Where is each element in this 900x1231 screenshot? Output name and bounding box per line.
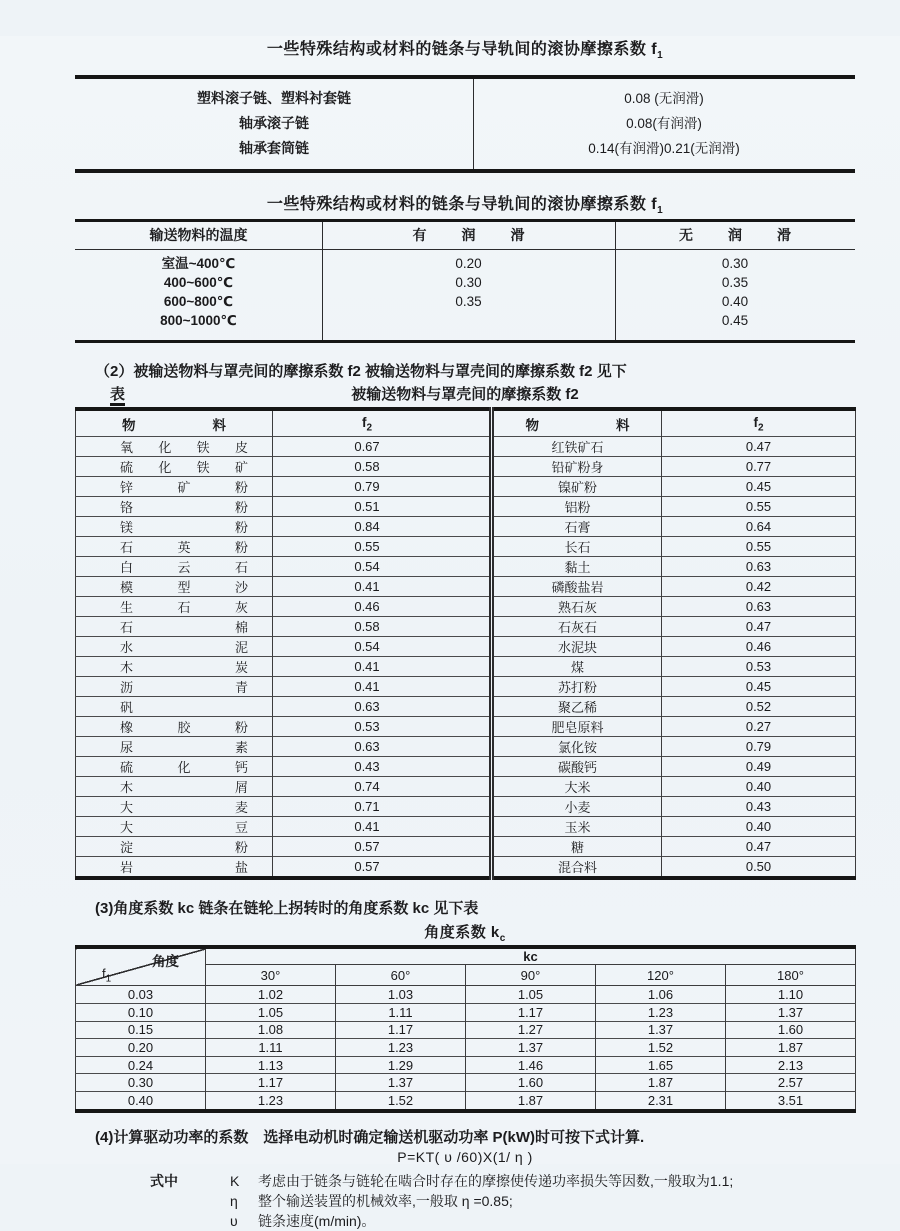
kc-value-cell: 1.29 bbox=[336, 1056, 466, 1074]
material-cell bbox=[76, 597, 273, 617]
material-header-cell bbox=[492, 409, 662, 437]
material-name: 铬 粉 bbox=[120, 500, 248, 516]
material-cell: 水泥块 bbox=[492, 637, 662, 657]
f2-value-cell: 0.45 bbox=[662, 677, 856, 697]
table-row bbox=[76, 557, 856, 577]
f2-value-cell: 0.64 bbox=[662, 517, 856, 537]
term-description: 链条速度(m/min)。 bbox=[258, 1212, 376, 1229]
angle-header-cell: 30° bbox=[206, 965, 336, 986]
friction-value-cell: 0.08(有润滑) bbox=[626, 116, 702, 132]
material-name: 沥 青 bbox=[120, 680, 248, 696]
table2 bbox=[75, 219, 855, 343]
f2-value-cell: 0.58 bbox=[273, 617, 492, 637]
material-header-text: 物 料 bbox=[122, 417, 226, 433]
f2-value-cell: 0.63 bbox=[273, 737, 492, 757]
term-description: 整个输送装置的机械效率,一般取 η =0.85; bbox=[258, 1192, 513, 1209]
material-name: 尿 素 bbox=[120, 740, 248, 756]
material-cell: 大米 bbox=[492, 777, 662, 797]
kc-table bbox=[75, 945, 856, 1112]
legend-indent bbox=[75, 1211, 230, 1231]
kc-value-cell: 1.60 bbox=[726, 1021, 856, 1039]
material-cell bbox=[76, 537, 273, 557]
material-name: 镁 粉 bbox=[120, 520, 248, 536]
kc-value-cell: 1.46 bbox=[466, 1056, 596, 1074]
f2-value-cell: 0.43 bbox=[273, 757, 492, 777]
f2-value-cell: 0.41 bbox=[273, 677, 492, 697]
material-cell: 铝粉 bbox=[492, 497, 662, 517]
f2-value-cell: 0.40 bbox=[662, 777, 856, 797]
kc-value-cell: 1.17 bbox=[206, 1074, 336, 1092]
table2-title-subscript: 1 bbox=[657, 205, 664, 217]
f2-value-cell: 0.63 bbox=[662, 597, 856, 617]
table-row bbox=[76, 717, 856, 737]
unlubricated-header-text: 无 润 滑 bbox=[679, 227, 791, 244]
material-header-cell bbox=[76, 409, 273, 437]
f2-value-cell: 0.47 bbox=[662, 617, 856, 637]
kc-table-title-text: 角度系数 k bbox=[424, 924, 500, 942]
material-cell bbox=[76, 577, 273, 597]
table-row bbox=[76, 777, 856, 797]
table-row bbox=[76, 797, 856, 817]
paragraph-tail-char: 表 bbox=[110, 386, 125, 406]
f2-value-cell: 0.50 bbox=[662, 857, 856, 879]
f2-value-cell: 0.52 bbox=[662, 697, 856, 717]
kc-span-header: kc bbox=[206, 947, 856, 965]
friction-value-cell: 0.08 (无润滑) bbox=[624, 91, 704, 107]
table-row bbox=[76, 677, 856, 697]
material-cell: 肥皂原料 bbox=[492, 717, 662, 737]
table-row bbox=[76, 1003, 856, 1021]
nolub-value-cell: 0.35 bbox=[721, 275, 749, 291]
material-name: 氧 化 铁 皮 bbox=[120, 440, 248, 456]
kc-value-cell: 1.37 bbox=[466, 1039, 596, 1057]
angle-header-cell: 120° bbox=[596, 965, 726, 986]
term-description: 考虑由于链条与链轮在啮合时存在的摩擦使传递功率损失等因数,一般取为1.1; bbox=[258, 1172, 734, 1189]
term-symbol: K bbox=[230, 1172, 240, 1189]
f2-value-cell: 0.63 bbox=[273, 697, 492, 717]
material-cell bbox=[76, 477, 273, 497]
section4-paragraph: (4)计算驱动功率的系数 选择电动机时确定输送机驱动功率 P(kW)时可按下式计算. bbox=[95, 1128, 645, 1146]
lub-value-cell: 0.35 bbox=[455, 294, 482, 310]
f1-value-cell: 0.24 bbox=[127, 1057, 154, 1073]
material-cell bbox=[76, 737, 273, 757]
f2-value-cell: 0.84 bbox=[273, 517, 492, 537]
kc-value-cell: 2.13 bbox=[726, 1056, 856, 1074]
angle-corner-label: 角度 bbox=[152, 954, 179, 970]
f2-header-cell bbox=[273, 409, 492, 437]
material-cell: 石灰石 bbox=[492, 617, 662, 637]
kc-table-title-subscript: c bbox=[499, 933, 506, 945]
table2-header bbox=[75, 222, 855, 250]
legend-row bbox=[75, 1211, 855, 1231]
f2-symbol-subscript: 2 bbox=[757, 422, 764, 434]
table1-title-text: 一些特殊结构或材料的链条与导轨间的滚协摩擦系数 f bbox=[266, 41, 658, 58]
kc-value-cell: 1.23 bbox=[336, 1039, 466, 1057]
kc-value-cell: 1.87 bbox=[596, 1074, 726, 1092]
angle-header-cell: 90° bbox=[466, 965, 596, 986]
f2-value-cell: 0.58 bbox=[273, 457, 492, 477]
table2-body bbox=[75, 250, 855, 340]
table1 bbox=[75, 75, 855, 173]
where-label: 式中 bbox=[150, 1172, 178, 1189]
table-row bbox=[76, 986, 856, 1004]
material-cell bbox=[76, 617, 273, 637]
material-cell: 氯化铵 bbox=[492, 737, 662, 757]
page-content bbox=[75, 36, 855, 1231]
f2-value-cell: 0.57 bbox=[273, 837, 492, 857]
f2-value-cell: 0.46 bbox=[273, 597, 492, 617]
angle-header-cell: 60° bbox=[336, 965, 466, 986]
material-name: 木 屑 bbox=[120, 780, 248, 796]
material-cell bbox=[76, 837, 273, 857]
kc-table-title bbox=[75, 921, 855, 944]
f1-symbol: f bbox=[102, 965, 106, 981]
f2-value-cell: 0.41 bbox=[273, 657, 492, 677]
f2-value-cell: 0.53 bbox=[662, 657, 856, 677]
kc-value-cell: 1.06 bbox=[596, 986, 726, 1004]
material-cell: 碳酸钙 bbox=[492, 757, 662, 777]
kc-value-cell: 1.65 bbox=[596, 1056, 726, 1074]
material-cell bbox=[76, 637, 273, 657]
f2-value-cell: 0.57 bbox=[273, 857, 492, 879]
f2-symbol-subscript: 2 bbox=[366, 422, 373, 434]
table-row bbox=[76, 1039, 856, 1057]
kc-value-cell: 1.11 bbox=[336, 1003, 466, 1021]
material-cell: 长石 bbox=[492, 537, 662, 557]
kc-value-cell: 1.27 bbox=[466, 1021, 596, 1039]
f1-value-cell: 0.20 bbox=[127, 1039, 154, 1055]
f2-value-cell: 0.79 bbox=[662, 737, 856, 757]
kc-value-cell: 1.13 bbox=[206, 1056, 336, 1074]
f2-value-cell: 0.55 bbox=[662, 497, 856, 517]
section3-paragraph: (3)角度系数 kc 链条在链轮上拐转时的角度系数 kc 见下表 bbox=[95, 900, 479, 918]
kc-value-cell: 1.08 bbox=[206, 1021, 336, 1039]
kc-value-cell: 1.52 bbox=[336, 1091, 466, 1110]
material-header-text: 物 料 bbox=[525, 417, 630, 433]
table2-title-text: 一些特殊结构或材料的链条与导轨间的滚协摩擦系数 f bbox=[266, 196, 658, 214]
f2-value-cell: 0.53 bbox=[273, 717, 492, 737]
material-cell bbox=[76, 517, 273, 537]
kc-value-cell: 1.87 bbox=[466, 1091, 596, 1110]
f2-value-cell: 0.42 bbox=[662, 577, 856, 597]
legend-row bbox=[75, 1191, 855, 1211]
table1-title-subscript: 1 bbox=[657, 50, 664, 62]
kc-value-cell: 1.11 bbox=[206, 1039, 336, 1057]
kc-header-row-1 bbox=[76, 947, 856, 965]
legend-indent bbox=[75, 1191, 230, 1211]
material-cell: 苏打粉 bbox=[492, 677, 662, 697]
kc-value-cell: 1.87 bbox=[726, 1039, 856, 1057]
table2-column-divider bbox=[322, 222, 323, 340]
table-row bbox=[76, 517, 856, 537]
f2-value-cell: 0.47 bbox=[662, 437, 856, 457]
f2-symbol: f bbox=[753, 414, 758, 430]
kc-value-cell: 1.23 bbox=[206, 1091, 336, 1110]
lub-value-cell bbox=[322, 311, 615, 330]
material-name: 大 豆 bbox=[120, 820, 248, 836]
term-symbol: η bbox=[230, 1192, 238, 1209]
f2-caption-line bbox=[75, 384, 855, 406]
f2-value-cell: 0.54 bbox=[273, 557, 492, 577]
table-row bbox=[76, 737, 856, 757]
table-row bbox=[76, 577, 856, 597]
f2-value-cell: 0.55 bbox=[662, 537, 856, 557]
f2-value-cell: 0.40 bbox=[662, 817, 856, 837]
f2-value-cell: 0.74 bbox=[273, 777, 492, 797]
material-cell: 镍矿粉 bbox=[492, 477, 662, 497]
kc-value-cell: 1.23 bbox=[596, 1003, 726, 1021]
table1-column-divider bbox=[473, 79, 474, 169]
table-row bbox=[76, 1056, 856, 1074]
table-row bbox=[76, 537, 856, 557]
f2-value-cell: 0.71 bbox=[273, 797, 492, 817]
kc-value-cell: 1.17 bbox=[466, 1003, 596, 1021]
kc-value-cell: 2.57 bbox=[726, 1074, 856, 1092]
f2-value-cell: 0.41 bbox=[273, 577, 492, 597]
material-name: 淀 粉 bbox=[120, 840, 248, 856]
material-cell: 小麦 bbox=[492, 797, 662, 817]
nolub-value-cell: 0.40 bbox=[721, 294, 749, 310]
kc-value-cell: 1.60 bbox=[466, 1074, 596, 1092]
table-row bbox=[76, 817, 856, 837]
angle-header-cell: 180° bbox=[726, 965, 856, 986]
kc-value-cell: 3.51 bbox=[726, 1091, 856, 1110]
f1-symbol-subscript: 1 bbox=[105, 973, 112, 985]
f2-value-cell: 0.46 bbox=[662, 637, 856, 657]
f2-symbol: f bbox=[361, 414, 367, 430]
kc-value-cell: 1.37 bbox=[596, 1021, 726, 1039]
table-row bbox=[76, 697, 856, 717]
f2-value-cell: 0.63 bbox=[662, 557, 856, 577]
material-cell: 聚乙稀 bbox=[492, 697, 662, 717]
material-cell: 玉米 bbox=[492, 817, 662, 837]
chain-type-cell: 塑料滚子链、塑料衬套链 bbox=[197, 90, 351, 107]
kc-value-cell: 1.10 bbox=[726, 986, 856, 1004]
legend-row bbox=[75, 1171, 855, 1191]
f2-value-cell: 0.41 bbox=[273, 817, 492, 837]
table-row bbox=[76, 457, 856, 477]
material-name: 生 石 灰 bbox=[120, 600, 248, 616]
temp-header-cell: 输送物料的温度 bbox=[149, 227, 248, 244]
f2-value-cell: 0.67 bbox=[273, 437, 492, 457]
material-cell bbox=[76, 557, 273, 577]
material-cell bbox=[76, 717, 273, 737]
f2-value-cell: 0.27 bbox=[662, 717, 856, 737]
temp-cell: 室温~400℃ bbox=[161, 256, 236, 272]
kc-value-cell: 2.31 bbox=[596, 1091, 726, 1110]
diagonal-corner-cell bbox=[76, 947, 206, 986]
f1-value-cell: 0.10 bbox=[127, 1004, 154, 1020]
chain-type-cell: 轴承滚子链 bbox=[239, 115, 309, 132]
f1-corner-label bbox=[102, 966, 111, 985]
material-name: 白 云 石 bbox=[120, 560, 248, 576]
material-name: 模 型 沙 bbox=[120, 580, 248, 596]
table-row bbox=[76, 617, 856, 637]
material-cell bbox=[76, 797, 273, 817]
table2-column-divider bbox=[615, 222, 616, 340]
scanned-document-page bbox=[0, 36, 900, 1229]
friction-value-cell: 0.14(有润滑)0.21(无润滑) bbox=[588, 141, 740, 157]
kc-value-cell: 1.02 bbox=[206, 986, 336, 1004]
unlubricated-header-cell bbox=[615, 222, 855, 249]
term-symbol: υ bbox=[230, 1212, 238, 1229]
power-formula: P=KT( υ /60)X(1/ η ) bbox=[397, 1148, 533, 1165]
f2-value-cell: 0.54 bbox=[273, 637, 492, 657]
material-cell: 磷酸盐岩 bbox=[492, 577, 662, 597]
material-cell: 铅矿粉身 bbox=[492, 457, 662, 477]
material-cell: 石膏 bbox=[492, 517, 662, 537]
f2-table-title: 被输送物料与罩壳间的摩擦系数 f2 bbox=[351, 386, 579, 404]
nolub-value-cell: 0.45 bbox=[721, 313, 749, 329]
section2-paragraph: （2）被输送物料与罩壳间的摩擦系数 f2 被输送物料与罩壳间的摩擦系数 f2 见下 bbox=[95, 363, 627, 381]
lubricated-header-cell bbox=[322, 222, 615, 249]
f2-value-cell: 0.51 bbox=[273, 497, 492, 517]
formula-legend bbox=[75, 1171, 855, 1231]
lubricated-header-text: 有 润 滑 bbox=[412, 227, 525, 244]
material-cell: 混合料 bbox=[492, 857, 662, 879]
table-row bbox=[76, 1074, 856, 1092]
table1-rows bbox=[75, 86, 855, 161]
material-name: 橡 胶 粉 bbox=[120, 720, 248, 736]
material-cell bbox=[76, 817, 273, 837]
kc-value-cell: 1.37 bbox=[726, 1003, 856, 1021]
material-name: 石 棉 bbox=[120, 620, 248, 636]
material-name: 大 麦 bbox=[120, 800, 248, 816]
table-row bbox=[76, 1021, 856, 1039]
f2-value-cell: 0.77 bbox=[662, 457, 856, 477]
nolub-value-cell: 0.30 bbox=[721, 256, 749, 272]
table-row bbox=[76, 657, 856, 677]
kc-value-cell: 1.05 bbox=[206, 1003, 336, 1021]
f2-header-cell bbox=[662, 409, 856, 437]
f2-value-cell: 0.79 bbox=[273, 477, 492, 497]
table-row bbox=[76, 437, 856, 457]
kc-value-cell: 1.05 bbox=[466, 986, 596, 1004]
material-name: 硫 化 钙 bbox=[120, 760, 248, 776]
material-name: 硫 化 铁 矿 bbox=[120, 460, 248, 476]
f2-value-cell: 0.43 bbox=[662, 797, 856, 817]
temp-cell: 400~600℃ bbox=[163, 275, 234, 291]
f1-value-cell: 0.30 bbox=[127, 1075, 154, 1091]
material-cell bbox=[76, 437, 273, 457]
material-name: 矾 bbox=[120, 700, 134, 716]
lub-value-cell: 0.20 bbox=[455, 256, 482, 272]
material-cell: 煤 bbox=[492, 657, 662, 677]
kc-value-cell: 1.17 bbox=[336, 1021, 466, 1039]
material-cell: 黏土 bbox=[492, 557, 662, 577]
temp-cell: 600~800℃ bbox=[163, 294, 234, 310]
material-cell: 红铁矿石 bbox=[492, 437, 662, 457]
table-row bbox=[76, 597, 856, 617]
table-row bbox=[76, 497, 856, 517]
chain-type-cell: 轴承套筒链 bbox=[239, 140, 309, 157]
f2-value-cell: 0.45 bbox=[662, 477, 856, 497]
table-row bbox=[76, 837, 856, 857]
table1-title bbox=[75, 36, 855, 61]
kc-value-cell: 1.03 bbox=[336, 986, 466, 1004]
material-cell bbox=[76, 657, 273, 677]
temp-cell: 800~1000℃ bbox=[160, 313, 237, 329]
material-name: 石 英 粉 bbox=[120, 540, 248, 556]
table-row bbox=[76, 477, 856, 497]
material-cell bbox=[76, 497, 273, 517]
material-cell bbox=[76, 677, 273, 697]
f1-value-cell: 0.40 bbox=[127, 1092, 154, 1108]
kc-value-cell: 1.37 bbox=[336, 1074, 466, 1092]
f2-header-row bbox=[76, 409, 856, 437]
table-row bbox=[76, 757, 856, 777]
material-cell bbox=[76, 857, 273, 879]
f1-value-cell: 0.15 bbox=[127, 1022, 154, 1038]
table-row bbox=[76, 857, 856, 879]
material-cell bbox=[76, 777, 273, 797]
f2-value-cell: 0.47 bbox=[662, 837, 856, 857]
table-row bbox=[76, 637, 856, 657]
material-cell: 熟石灰 bbox=[492, 597, 662, 617]
lub-value-cell: 0.30 bbox=[455, 275, 482, 291]
f1-value-cell: 0.03 bbox=[127, 987, 154, 1003]
table2-title bbox=[75, 191, 855, 216]
material-cell bbox=[76, 697, 273, 717]
kc-value-cell: 1.52 bbox=[596, 1039, 726, 1057]
table-row bbox=[76, 1091, 856, 1110]
material-name: 木 炭 bbox=[120, 660, 248, 676]
material-cell bbox=[76, 757, 273, 777]
material-cell: 糖 bbox=[492, 837, 662, 857]
material-name: 锌 矿 粉 bbox=[120, 480, 248, 496]
f2-table bbox=[75, 407, 856, 880]
material-cell bbox=[76, 457, 273, 477]
f2-value-cell: 0.49 bbox=[662, 757, 856, 777]
f2-value-cell: 0.55 bbox=[273, 537, 492, 557]
material-name: 水 泥 bbox=[120, 640, 248, 656]
material-name: 岩 盐 bbox=[120, 860, 248, 876]
